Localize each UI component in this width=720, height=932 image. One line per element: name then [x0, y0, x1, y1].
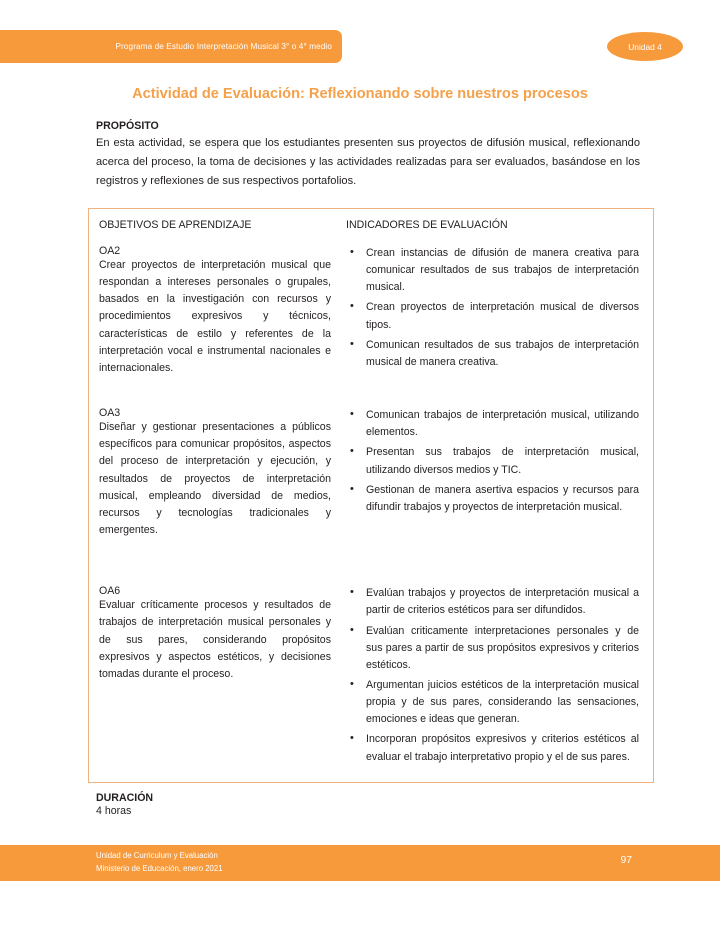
page-title: Actividad de Evaluación: Reflexionando sobre nuestros procesos [132, 86, 588, 102]
indicators-cell [339, 407, 639, 519]
purpose-section [96, 120, 640, 191]
unit-badge-label: Unidad 4 [628, 41, 662, 52]
duration-section [96, 792, 496, 817]
list-item: • Argumentan juicios estéticos de la interpretación musical propia y de sus pares, considerando las sensaciones, emociones e ideas que generan. [364, 677, 639, 728]
page-footer [0, 845, 720, 881]
objective-code: OA6 [99, 585, 121, 598]
objective-cell [99, 245, 339, 377]
indicator-list [347, 245, 639, 371]
list-item: • Gestionan de manera asertiva espacios y recursos para difundir trabajos y proyectos de interpretación musical. [364, 482, 639, 516]
table-header-row [99, 219, 639, 231]
objective-description: Crear proyectos de interpretación musical que respondan a intereses personales o grupales, basados en la investigación con recursos y procedimientos expresivos y técnicos, características de estilo y referentes de la interpretación vocal e instrumental nacionales e internacionales. [99, 259, 331, 374]
list-item: • Comunican resultados de sus trabajos de interpretación musical de manera creativa. [364, 337, 639, 371]
purpose-text: En esta actividad, se espera que los estudiantes presenten sus proyectos de difusión musical, reflexionando acerca del proceso, la toma de decisiones y las actividades realizadas para ser evaluados, basándose en los registros y reflexiones de sus respectivos portafolios. [96, 137, 640, 188]
duration-value: 4 horas [96, 805, 132, 817]
objective-description: Evaluar críticamente procesos y resultados de trabajos de interpretación musical personales y de sus pares, considerando propósitos expresivos y aspectos estéticos, y decisiones tomadas durante el proceso. [99, 599, 331, 680]
purpose-heading: PROPÓSITO [96, 120, 159, 132]
program-header-label: Programa de Estudio Interpretación Musical 3° o 4° medio [115, 42, 332, 51]
list-item: • Crean instancias de difusión de manera creativa para comunicar resultados de sus trabajos de interpretación musical. [364, 245, 639, 296]
indicator-list [347, 407, 639, 516]
duration-heading: DURACIÓN [96, 792, 154, 804]
objective-code: OA3 [99, 407, 121, 420]
objective-cell [99, 585, 339, 683]
table-row [99, 245, 639, 377]
footer-line-2: Ministerio de Educación, enero 2021 [96, 863, 223, 873]
list-item: • Comunican trabajos de interpretación musical, utilizando elementos. [364, 407, 639, 441]
footer-line-1: Unidad de Curriculum y Evaluación [96, 851, 218, 860]
list-item: • Crean proyectos de interpretación musical de diversos tipos. [364, 299, 639, 333]
indicators-cell [339, 245, 639, 374]
table-row [99, 407, 639, 539]
program-header-banner [0, 30, 342, 63]
footer-organization [96, 850, 223, 875]
list-item: • Evalúan criticamente interpretaciones personales y de sus pares a partir de sus propósitos expresivos y criterios estéticos. [364, 623, 639, 674]
list-item: • Presentan sus trabajos de interpretación musical, utilizando diversos medios y TIC. [364, 444, 639, 478]
objective-code: OA2 [99, 245, 121, 257]
page-number: 97 [620, 855, 632, 866]
unit-badge [607, 32, 683, 61]
objective-description: Diseñar y gestionar presentaciones a públicos específicos para comunicar propósitos, aspectos del proceso de interpretación y ejecución, y resultados de proyectos de interpretación musical, empleando diversidad de medios, recursos y tecnologías tradicionales y emergentes. [99, 421, 331, 537]
indicators-cell [339, 585, 639, 769]
list-item: • Incorporan propósitos expresivos y criterios estéticos al evaluar el trabajo interpretativo propio y el de sus pares. [364, 731, 639, 765]
column-header-indicators: INDICADORES DE EVALUACIÓN [346, 219, 508, 231]
indicator-list [347, 585, 639, 766]
list-item: • Evalúan trabajos y proyectos de interpretación musical a partir de criterios estéticos para ser difundidos. [364, 585, 639, 619]
column-header-objectives: OBJETIVOS DE APRENDIZAJE [99, 219, 252, 231]
table-row [99, 585, 639, 769]
objectives-indicators-table [88, 208, 654, 783]
objective-cell [99, 407, 339, 539]
